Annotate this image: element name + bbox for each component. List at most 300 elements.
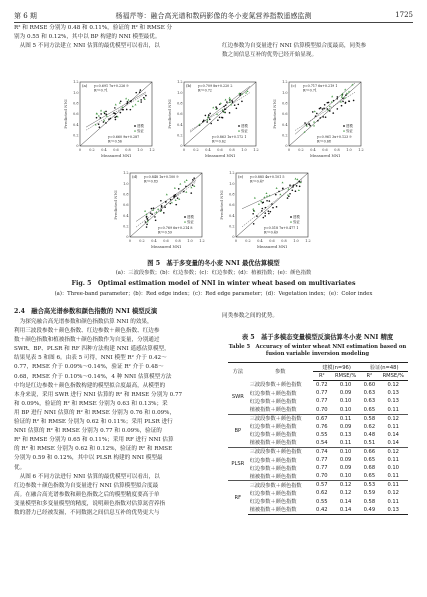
text-line: R² 和 RMSE 分别为 0.48 和 0.11%，验证的 R² 和 RMSE 分: [14, 25, 173, 31]
value-cell: 0.14: [387, 431, 399, 438]
param-cell: 红边参数＋颜色指数: [249, 432, 297, 439]
data-point-model: [332, 112, 334, 114]
legend-label-model: 建模: [187, 215, 194, 219]
equation-valid: y=0.961 3x+0.123 9: [317, 135, 352, 139]
param-cell: 植被指数＋颜色指数: [248, 506, 313, 515]
value-cell: 0.11: [387, 473, 399, 480]
data-point-valid: [171, 201, 173, 203]
data-point-valid: [144, 210, 146, 212]
r2-valid: R²=0.62: [212, 139, 226, 144]
x-tick-label: 0.2: [89, 148, 95, 152]
figure-caption-cn: 图 5 基于多变量的冬小麦 NNI 最优估算模型: [147, 260, 280, 267]
data-point-model: [178, 188, 180, 190]
value-cell: 0.11: [331, 414, 360, 423]
value-cell: 0.12: [378, 447, 408, 456]
data-point-valid: [157, 208, 159, 210]
data-point-valid: [329, 105, 331, 107]
figure-caption-cn-sub: (a)：三波段参数；(b)：红边参数；(c)：红边参数；(d)：植被指数；(e)：颜色指数: [115, 270, 312, 276]
data-point-model: [103, 121, 105, 123]
text-line: 别为 0.55 和 0.12%，其中以 BP 构建的 NNI 模型最优。: [14, 34, 161, 41]
data-point-model: [99, 117, 101, 119]
y-tick-label: 0.2: [229, 224, 235, 229]
panel-label: (b): [186, 83, 192, 88]
data-point-model: [270, 211, 272, 213]
text-line: 的 R² 和 RMSE 分别为 0.62 和 0.12%，验证的 R² 和 RMSE: [14, 446, 173, 453]
param-cell: 红边参数＋颜色指数: [249, 457, 297, 464]
page-number: 1725: [395, 11, 413, 19]
intro-left-text: [14, 24, 210, 51]
data-point-model: [222, 111, 224, 113]
value-cell: 0.10: [339, 398, 352, 405]
data-point-model: [232, 101, 234, 103]
data-point-model: [164, 206, 166, 208]
data-point-valid: [190, 186, 192, 188]
text-line: 用 BP 进行 NNI 估算的 R² 和 RMSE 分别为 0.76 和 0.09%，: [14, 409, 176, 416]
x-tick-label: 1.2: [199, 239, 205, 243]
legend-label-valid: 验证: [346, 129, 353, 133]
data-point-model: [272, 207, 274, 209]
table-caption-en-2: fusion variable inversion modeling: [265, 351, 370, 357]
legend-marker-model: [134, 125, 136, 127]
table-row: [228, 498, 408, 506]
data-point-model: [299, 186, 301, 188]
x-tick-label: 1.0: [346, 148, 352, 152]
value-cell: 0.77: [316, 457, 328, 464]
data-point-valid: [193, 185, 195, 187]
data-point-valid: [103, 120, 105, 122]
data-point-model: [223, 106, 225, 108]
x-tick-label: 0: [182, 148, 186, 152]
data-point-valid: [341, 96, 343, 98]
r2-model: R²=0.71: [303, 88, 317, 93]
x-tick-label: 0.4: [257, 239, 263, 243]
data-point-model: [309, 123, 311, 125]
y-tick-label: 1.0: [73, 90, 79, 95]
data-point-model: [225, 104, 227, 106]
x-tick-label: 0.4: [151, 239, 157, 243]
data-point-model: [348, 100, 350, 102]
data-point-model: [143, 97, 145, 99]
data-point-model: [298, 181, 300, 183]
data-point-model: [151, 208, 153, 210]
data-point-model: [295, 190, 297, 192]
y-tick-label: 0.6: [229, 203, 235, 208]
data-point-valid: [179, 183, 181, 185]
text-line: SWR、BP、PLSR 和 RF 四种方法构建 NNI 遥感估算模型，: [14, 346, 170, 353]
value-cell: 0.11: [387, 498, 399, 505]
data-point-model: [105, 122, 107, 124]
y-tick-label: 0.4: [177, 122, 183, 127]
value-cell: 0.65: [363, 473, 376, 480]
data-point-model: [161, 205, 163, 207]
data-point-model: [292, 186, 294, 188]
text-line: 从图 6 不同方法进行 NNI 估算的最优模型可以看出，以: [14, 473, 160, 480]
value-cell: 0.55: [316, 498, 328, 505]
data-point-model: [99, 126, 101, 128]
param-cell: 红边参数＋颜色指数: [249, 465, 297, 472]
data-point-model: [268, 210, 270, 212]
data-point-model: [100, 113, 102, 115]
x-axis-label: Measured NNI: [256, 244, 288, 249]
equation-valid: y=0.660 9x+0.287: [108, 135, 140, 139]
th-param: 参数: [248, 363, 313, 381]
value-cell: 0.11: [339, 439, 352, 446]
value-cell: 0.09: [339, 423, 352, 430]
legend-label-model: 建模: [293, 215, 300, 219]
text-line: 结果见表 5 和图 6。由表 5 可得，NNI 模型 R² 介于 0.42～: [14, 355, 167, 362]
value-cell: 0.55: [316, 431, 328, 438]
data-point-model: [264, 212, 266, 214]
data-point-model: [192, 179, 194, 181]
value-cell: 0.63: [363, 390, 376, 397]
r2-valid: R²=0.56: [108, 139, 122, 144]
table-row: [228, 389, 408, 397]
value-cell: 0.72: [316, 382, 328, 389]
table-5: [228, 362, 408, 515]
y-tick-label: 0: [232, 235, 235, 240]
text-line: 红边参数为自变量进行 NNI 估算模型拟合度最高，同类参: [222, 43, 367, 49]
data-point-model: [353, 100, 355, 102]
y-tick-label: 0.2: [282, 133, 288, 138]
data-point-model: [342, 101, 344, 103]
x-tick-label: 0: [78, 148, 82, 152]
param-cell: 植被指数＋颜色指数: [249, 473, 297, 480]
data-point-model: [135, 92, 137, 94]
y-tick-label: 0: [180, 144, 183, 149]
data-point-valid: [186, 179, 188, 181]
x-tick-label: 0.4: [101, 148, 107, 152]
r2-model: R²=0.47: [250, 179, 264, 184]
x-tick-label: 0.6: [269, 239, 275, 243]
data-point-model: [264, 215, 266, 217]
data-point-model: [104, 113, 106, 115]
data-point-model: [209, 113, 211, 115]
param-cell: 红边参数＋颜色指数: [249, 499, 297, 506]
data-point-valid: [229, 97, 231, 99]
x-tick-label: 1.0: [241, 148, 247, 152]
value-cell: 0.13: [378, 506, 408, 515]
data-point-valid: [225, 99, 227, 101]
data-point-valid: [185, 191, 187, 193]
legend-marker-valid: [134, 130, 136, 132]
data-point-valid: [288, 188, 290, 190]
value-cell: 0.12: [339, 490, 352, 497]
y-axis-label: Predicted NNI: [219, 190, 224, 220]
data-point-valid: [137, 100, 139, 102]
y-tick-label: 1.2: [282, 80, 288, 85]
value-cell: 0.51: [363, 439, 376, 446]
method-cell: SWR: [231, 394, 244, 401]
data-point-valid: [331, 101, 333, 103]
data-point-model: [146, 218, 148, 220]
x-tick-label: 0.6: [113, 148, 119, 152]
legend-marker-valid: [343, 130, 345, 132]
method-cell: RF: [228, 481, 248, 514]
data-point-model: [126, 109, 128, 111]
x-axis-label: Measured NNI: [100, 153, 132, 158]
legend-marker-valid: [290, 221, 292, 223]
value-cell: 0.09: [339, 457, 352, 464]
th-group-valid: 验证(n=48): [360, 363, 408, 372]
value-cell: 0.13: [387, 398, 399, 405]
value-cell: 0.14: [339, 498, 352, 505]
x-tick-label: 1.2: [358, 148, 364, 152]
data-point-model: [105, 111, 107, 113]
value-cell: 0.10: [331, 447, 360, 456]
value-cell: 0.58: [363, 498, 376, 505]
text-line: 0.68，RMSE 介于 0.10%～0.14%，4 种 NNI 估算模型方法: [14, 373, 172, 380]
x-axis-label: Measured NNI: [150, 244, 182, 249]
param-cell: 三波段参数＋颜色指数: [249, 382, 302, 389]
data-point-model: [323, 108, 325, 110]
data-point-model: [236, 107, 238, 109]
text-line: 优。: [14, 464, 26, 471]
legend-label-valid: 验证: [137, 129, 144, 133]
x-tick-label: 0.4: [310, 148, 316, 152]
data-point-model: [140, 99, 142, 101]
y-tick-label: 0: [126, 235, 129, 240]
data-point-valid: [282, 181, 284, 183]
data-point-model: [256, 215, 258, 217]
y-tick-label: 0.6: [282, 112, 288, 117]
data-point-valid: [279, 193, 281, 195]
y-tick-label: 1.2: [123, 171, 129, 176]
data-point-valid: [174, 187, 176, 189]
legend-marker-valid: [238, 130, 240, 132]
section-heading: [14, 306, 157, 315]
data-point-valid: [103, 111, 105, 113]
data-point-model: [147, 219, 149, 221]
data-point-model: [151, 213, 153, 215]
value-cell: 0.70: [316, 473, 328, 480]
value-cell: 0.67: [313, 414, 331, 423]
x-tick-label: 0.2: [245, 239, 251, 243]
data-point-model: [337, 108, 339, 110]
x-tick-label: 0.8: [334, 148, 340, 152]
section-number: 2.4: [14, 308, 25, 315]
data-point-model: [342, 98, 344, 100]
data-point-valid: [346, 92, 348, 94]
value-cell: 0.09: [339, 390, 352, 397]
data-point-model: [163, 212, 165, 214]
param-cell: 植被指数＋颜色指数: [249, 440, 297, 447]
data-point-valid: [313, 121, 315, 123]
data-point-model: [309, 125, 311, 127]
value-cell: 0.12: [387, 490, 399, 497]
data-point-model: [271, 203, 273, 205]
data-point-model: [261, 210, 263, 212]
data-point-model: [209, 119, 211, 121]
param-cell: 红边参数＋颜色指数: [249, 390, 297, 397]
value-cell: 0.77: [316, 398, 328, 405]
data-point-model: [241, 101, 243, 103]
x-tick-label: 0.2: [298, 148, 304, 152]
data-point-model: [127, 101, 129, 103]
value-cell: 0.11: [387, 406, 399, 413]
data-point-model: [192, 184, 194, 186]
data-point-model: [269, 200, 271, 202]
data-point-model: [221, 117, 223, 119]
intro-right-text: [222, 42, 413, 60]
text-line: 验证的 R² 和 RMSE 分别为 0.62 和 0.11%；采用 PLSR 进行: [14, 419, 173, 426]
panel-label: (c): [291, 83, 297, 88]
value-cell: 0.60: [363, 382, 376, 389]
text-line: 本身来说，采用 SWR 进行 NNI 估算的 R² 和 RMSE 分别为 0.77: [14, 391, 183, 398]
data-point-valid: [100, 110, 102, 112]
data-point-model: [146, 226, 148, 228]
table-row: [228, 431, 408, 439]
data-point-valid: [313, 125, 315, 127]
data-point-model: [341, 105, 343, 107]
x-tick-label: 1.0: [137, 148, 143, 152]
x-tick-label: 0: [287, 148, 291, 152]
data-point-model: [225, 108, 227, 110]
table-row: [228, 456, 408, 464]
data-point-valid: [155, 211, 157, 213]
y-tick-label: 0.2: [177, 133, 183, 138]
data-point-model: [108, 118, 110, 120]
table-row: [228, 489, 408, 497]
legend-label-model: 建模: [137, 124, 144, 128]
data-point-model: [234, 104, 236, 106]
r2-valid: R²=0.49: [264, 230, 278, 235]
value-cell: 0.11: [387, 423, 399, 430]
method-cell: BP: [228, 414, 248, 447]
value-cell: 0.58: [360, 414, 378, 423]
data-point-valid: [125, 97, 127, 99]
data-point-model: [219, 117, 221, 119]
x-tick-label: 0.8: [125, 148, 131, 152]
data-point-model: [175, 204, 177, 206]
legend-label-valid: 验证: [187, 220, 194, 224]
value-cell: 0.12: [378, 414, 408, 423]
y-tick-label: 0.6: [123, 203, 129, 208]
value-cell: 0.63: [363, 398, 376, 405]
value-cell: 0.62: [316, 490, 328, 497]
data-point-model: [333, 100, 335, 102]
table-row: [228, 381, 408, 390]
data-point-model: [203, 119, 205, 121]
th-valid-r2: R²: [360, 372, 378, 381]
x-axis-label: Measured NNI: [204, 153, 236, 158]
data-point-valid: [331, 95, 333, 97]
y-tick-label: 0.8: [282, 101, 288, 106]
legend-label-model: 建模: [346, 124, 353, 128]
data-point-model: [263, 217, 265, 219]
data-point-model: [190, 192, 192, 194]
data-point-model: [130, 109, 132, 111]
data-point-model: [139, 91, 141, 93]
y-tick-label: 0.8: [73, 101, 79, 106]
data-point-model: [336, 98, 338, 100]
param-cell: 红边参数＋颜色指数: [249, 398, 297, 405]
equation-model: y=0.691 7x+0.226 9: [94, 84, 129, 88]
value-cell: 0.59: [363, 490, 376, 497]
text-line: 红边参数＋颜色指数为自变量进行 NNI 估算模型拟合度最: [14, 482, 159, 489]
legend-marker-valid: [184, 221, 186, 223]
panel-label: (e): [238, 174, 244, 179]
value-cell: 0.65: [363, 406, 376, 413]
y-axis-label: Predicted NNI: [113, 190, 118, 220]
value-cell: 0.76: [316, 423, 328, 430]
data-point-model: [154, 216, 156, 218]
scatter-plot-b: [162, 76, 262, 162]
r2-valid: R²=0.68: [317, 139, 331, 144]
r2-valid: R²=0.59: [158, 230, 172, 235]
y-tick-label: 0.4: [73, 122, 79, 127]
r2-model: R²=0.83: [144, 179, 158, 184]
data-point-valid: [260, 200, 262, 202]
data-point-model: [317, 120, 319, 122]
param-cell: 红边参数＋颜色指数: [249, 490, 297, 497]
x-tick-label: 0.4: [205, 148, 211, 152]
header-rule: [14, 22, 413, 23]
data-point-model: [215, 106, 217, 108]
data-point-model: [275, 194, 277, 196]
scatter-plot-d: [108, 167, 208, 253]
data-point-valid: [166, 193, 168, 195]
y-tick-label: 1.0: [229, 181, 235, 186]
data-point-model: [169, 203, 171, 205]
x-tick-label: 0.8: [229, 148, 235, 152]
data-point-model: [115, 119, 117, 121]
y-tick-label: 0.8: [177, 101, 183, 106]
y-tick-label: 0: [285, 144, 288, 149]
data-point-model: [155, 219, 157, 221]
value-cell: 0.10: [339, 406, 352, 413]
y-tick-label: 1.2: [229, 171, 235, 176]
section-title: 融合高光谱参数和颜色指数的 NNI 模型反演: [31, 308, 158, 315]
data-point-valid: [220, 102, 222, 104]
data-point-valid: [115, 104, 117, 106]
legend-label-valid: 验证: [293, 220, 300, 224]
value-cell: 0.68: [363, 465, 376, 472]
value-cell: 0.77: [316, 390, 328, 397]
data-point-model: [140, 101, 142, 103]
data-point-valid: [348, 91, 350, 93]
value-cell: 0.62: [363, 423, 376, 430]
data-point-model: [160, 200, 162, 202]
x-tick-label: 0.2: [193, 148, 199, 152]
y-tick-label: 1.0: [177, 90, 183, 95]
data-point-model: [337, 96, 339, 98]
data-point-valid: [314, 110, 316, 112]
value-cell: 0.14: [387, 439, 399, 446]
x-tick-label: 1.0: [293, 239, 299, 243]
legend-marker-model: [184, 216, 186, 218]
value-cell: 0.66: [360, 447, 378, 456]
data-point-model: [177, 197, 179, 199]
data-point-valid: [254, 197, 256, 199]
text-line: 利用三波段参数＋颜色指数、红边参数＋颜色指数、红边参: [14, 328, 160, 335]
table-row: [228, 481, 408, 490]
data-point-valid: [132, 105, 134, 107]
table-row: [228, 439, 408, 448]
data-point-model: [122, 109, 124, 111]
data-point-model: [208, 114, 210, 116]
data-point-valid: [295, 178, 297, 180]
data-point-model: [105, 113, 107, 115]
panel-label: (a): [82, 83, 88, 88]
text-line: 中均是红边参数＋颜色指数构建的模型拟合度最高，从模型的: [14, 382, 166, 389]
y-tick-label: 0.8: [229, 192, 235, 197]
regression-line-valid: [86, 92, 146, 127]
data-point-model: [145, 221, 147, 223]
scatter-plot-c: [267, 76, 367, 162]
data-point-valid: [276, 187, 278, 189]
legend-label-model: 建模: [241, 124, 248, 128]
data-point-model: [237, 104, 239, 106]
